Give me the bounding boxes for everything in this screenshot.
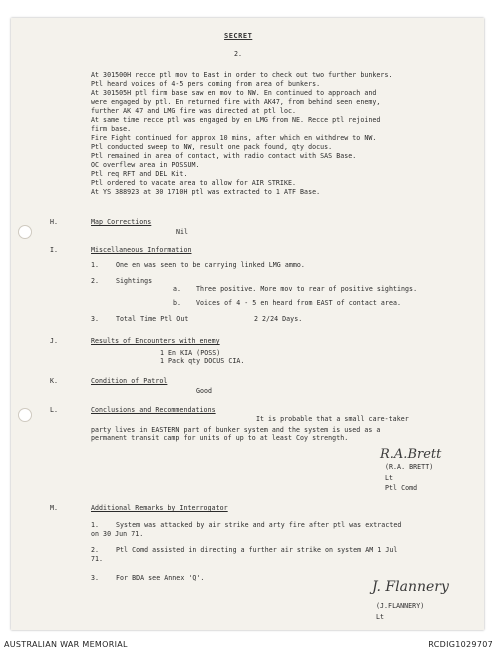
classification-marking: SECRET — [224, 32, 253, 40]
section-letter: J. — [50, 337, 59, 345]
item-text: on 30 Jun 71. — [91, 530, 144, 538]
narrative-line: Ptl heard voices of 4-5 pers coming from area of bunkers. — [91, 80, 321, 88]
signatory-name: (J.FLANNERY) — [376, 602, 425, 610]
section-body: It is probable that a small care-taker — [256, 415, 409, 423]
sub-item-label: a. — [173, 285, 182, 293]
footer-source: AUSTRALIAN WAR MEMORIAL — [4, 640, 128, 649]
section-body: 1 En KIA (POSS) — [160, 349, 221, 357]
item-number: 1. — [91, 261, 100, 269]
section-body: Nil — [176, 228, 189, 236]
section-heading: Additional Remarks by Interrogator — [91, 504, 228, 512]
item-value: 2 2/24 Days. — [254, 315, 303, 323]
section-letter: K. — [50, 377, 59, 385]
footer-record-id: RCDIG1029707 — [428, 640, 493, 649]
signatory-name: (R.A. BRETT) — [385, 463, 434, 471]
item-text: 71. — [91, 555, 104, 563]
section-letter: H. — [50, 218, 59, 226]
narrative-line: Fire Fight continued for approx 10 mins, after which en withdrew to NW. — [91, 134, 377, 142]
narrative-line: At same time recce ptl was engaged by en LMG from NE. Recce ptl rejoined — [91, 116, 381, 124]
item-text: Total Time Ptl Out — [116, 315, 189, 323]
narrative-line: Ptl remained in area of contact, with radio contact with SAS Base. — [91, 152, 357, 160]
sub-item-label: b. — [173, 299, 182, 307]
narrative-line: OC overflew area in POSSUM. — [91, 161, 200, 169]
punch-hole — [18, 225, 32, 239]
item-number: 2. — [91, 277, 100, 285]
section-body: party lives in EASTERN part of bunker system and the system is used as a — [91, 426, 381, 434]
narrative-line: firm base. — [91, 125, 132, 133]
narrative-line: Ptl conducted sweep to NW, result one pack found, qty docus. — [91, 143, 333, 151]
narrative-line: At 301500H recce ptl mov to East in order to check out two further bunkers. — [91, 71, 393, 79]
item-number: 3. — [91, 315, 100, 323]
section-letter: M. — [50, 504, 59, 512]
item-text: System was attacked by air strike and arty fire after ptl was extracted — [116, 521, 402, 529]
punch-hole — [18, 408, 32, 422]
signature-brett: R.A.Brett — [380, 447, 442, 462]
section-heading: Miscellaneous Information — [91, 246, 192, 254]
section-body: permanent transit camp for units of up to at least Coy strength. — [91, 434, 349, 442]
section-heading: Map Corrections — [91, 218, 152, 226]
section-body: Good — [196, 387, 213, 395]
signatory-rank: Lt — [385, 474, 394, 482]
section-heading: Results of Encounters with enemy — [91, 337, 220, 345]
item-number: 3. — [91, 574, 100, 582]
narrative-line: At YS 388923 at 30 1710H ptl was extracted to 1 ATF Base. — [91, 188, 321, 196]
narrative-line: were engaged by ptl. En returned fire with AK47, from behind seen enemy, — [91, 98, 381, 106]
item-text: Sightings — [116, 277, 153, 285]
item-text: Ptl Comd assisted in directing a further air strike on system AM 1 Jul — [116, 546, 398, 554]
item-number: 1. — [91, 521, 100, 529]
sub-item-text: Voices of 4 - 5 en heard from EAST of contact area. — [196, 299, 402, 307]
section-body: 1 Pack qty DOCUS CIA. — [160, 357, 245, 365]
item-number: 2. — [91, 546, 100, 554]
item-text: For BDA see Annex 'Q'. — [116, 574, 205, 582]
narrative-line: Ptl ordered to vacate area to allow for AIR STRIKE. — [91, 179, 297, 187]
narrative-line: At 301505H ptl firm base saw en mov to NW. En continued to approach and — [91, 89, 377, 97]
narrative-line: Ptl req RFT and DEL Kit. — [91, 170, 188, 178]
item-text: One en was seen to be carrying linked LMG ammo. — [116, 261, 305, 269]
section-letter: I. — [50, 246, 59, 254]
sub-item-text: Three positive. More mov to rear of positive sightings. — [196, 285, 418, 293]
section-heading: Conclusions and Recommendations — [91, 406, 216, 414]
page-number: 2. — [234, 50, 243, 58]
signatory-rank: Lt — [376, 613, 385, 621]
signatory-role: Ptl Comd — [385, 484, 418, 492]
signature-flannery: J. Flannery — [372, 579, 449, 595]
section-letter: L. — [50, 406, 59, 414]
narrative-line: further AK 47 and LMG fire was directed at ptl loc. — [91, 107, 297, 115]
section-heading: Condition of Patrol — [91, 377, 168, 385]
